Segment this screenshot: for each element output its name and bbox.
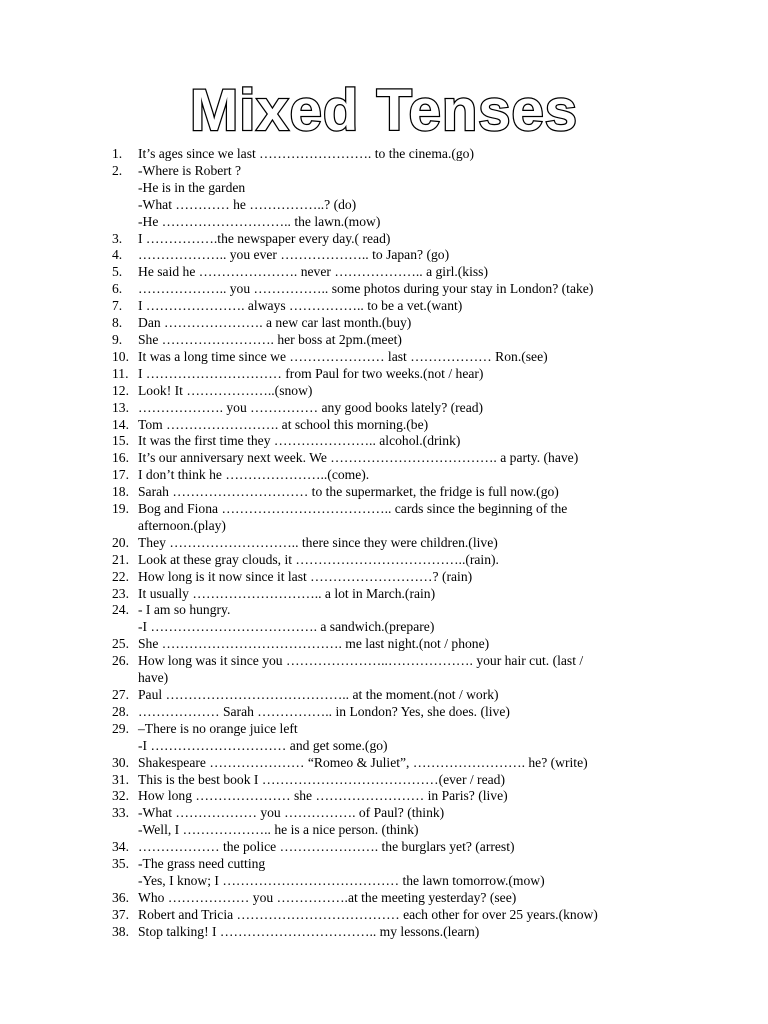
exercise-number: 32. [112,788,129,804]
exercise-line: Shakespeare ………………… “Romeo & Juliet”, ……………………. he? (write) [138,754,588,770]
exercise-item [112,349,672,366]
worksheet-title: Mixed Tenses [189,78,579,143]
exercise-line: Stop talking! I …………………………….. my lessons.(learn) [138,923,480,939]
exercise-text [138,552,672,569]
exercise-item [112,704,672,721]
exercise-number: 1. [112,146,123,161]
exercise-number: 38. [112,923,129,939]
exercise-text [138,349,672,366]
exercise-number: 7. [112,298,123,314]
exercise-item [112,146,672,163]
exercise-line: They ……………………….. there since they were children.(live) [138,534,498,550]
exercise-line: afternoon.(play) [138,517,226,533]
exercise-number: 35. [112,856,129,872]
exercise-line: - I am so hungry. [138,602,231,618]
exercise-item [112,417,672,434]
exercise-number: 11. [112,365,129,381]
exercise-number: 25. [112,636,129,652]
exercise-number: 2. [112,162,123,178]
exercise-line: It’s our anniversary next week. We ………………………………. a party. (have) [138,450,579,466]
exercise-number: 19. [112,501,129,517]
exercise-item [112,772,672,789]
exercise-line: ……………… the police …………………. the burglars yet? (arrest) [138,839,515,855]
exercise-item [112,839,672,856]
exercise-item [112,484,672,501]
exercise-text [138,417,672,434]
exercise-line: have) [138,670,169,686]
exercise-number: 12. [112,382,129,398]
exercise-text [138,298,672,315]
exercise-number: 18. [112,484,129,500]
exercise-number: 29. [112,720,129,736]
exercise-text [138,839,672,856]
exercise-text [138,569,672,586]
exercise-number: 13. [112,399,129,415]
exercise-line: He said he …………………. never ……………….. a girl.(kiss) [138,264,488,280]
exercise-line: -I ………………………… and get some.(go) [138,737,388,753]
exercise-line: I ………………………… from Paul for two weeks.(not / hear) [138,365,484,381]
exercise-item [112,400,672,417]
exercise-item [112,569,672,586]
exercise-text [138,264,672,281]
exercise-item [112,586,672,603]
exercise-item [112,636,672,653]
exercise-line: Look at these gray clouds, it ………………………………..(rain). [138,551,499,567]
exercise-line: This is the best book I …………………………………(ever / read) [138,771,505,787]
exercise-item [112,721,672,755]
exercise-item [112,535,672,552]
exercise-text [138,924,672,941]
exercise-line: Dan …………………. a new car last month.(buy) [138,315,412,331]
exercise-line: -I ………………………………. a sandwich.(prepare) [138,619,435,635]
exercise-line: Who ……………… you …………….at the meeting yesterday? (see) [138,889,517,905]
exercise-text [138,366,672,383]
exercise-line: How long ………………… she …………………… in Paris? (live) [138,788,508,804]
exercise-text [138,484,672,501]
exercise-item [112,501,672,535]
exercise-line: ………………. you …………… any good books lately? (read) [138,399,484,415]
exercise-item [112,467,672,484]
exercise-text [138,535,672,552]
exercise-text [138,687,672,704]
exercise-number: 9. [112,331,123,347]
exercise-number: 27. [112,687,129,702]
exercise-text [138,721,672,755]
exercise-text [138,602,672,636]
exercise-item [112,890,672,907]
exercise-line: -Yes, I know; I ………………………………… the lawn tomorrow.(mow) [138,872,545,888]
exercise-item [112,856,672,890]
exercise-item [112,433,672,450]
exercise-line: How long was it since you …………………..………………. your hair cut. (last / [138,653,584,669]
exercise-item [112,687,672,704]
exercise-text [138,467,672,484]
exercise-line: It usually ……………………….. a lot in March.(rain) [138,585,436,601]
exercise-text [138,890,672,907]
exercise-text [138,400,672,417]
exercise-number: 23. [112,585,129,601]
exercise-item [112,315,672,332]
exercise-text [138,433,672,450]
exercise-line: -What ……………… you ……………. of Paul? (think) [138,805,445,821]
exercise-number: 16. [112,450,129,466]
exercise-line: I …………………. always …………….. to be a vet.(want) [138,298,463,314]
exercise-line: Look! It ………………..(snow) [138,382,313,398]
exercise-text [138,586,672,603]
exercise-number: 36. [112,889,129,905]
exercise-list [112,146,672,941]
exercise-text [138,231,672,248]
exercise-item [112,281,672,298]
exercise-line: –There is no orange juice left [138,720,298,736]
exercise-number: 5. [112,264,123,280]
exercise-item [112,231,672,248]
exercise-line: She ……………………. her boss at 2pm.(meet) [138,331,402,347]
exercise-number: 21. [112,551,129,567]
exercise-item [112,924,672,941]
exercise-line: Paul ………………………………….. at the moment.(not / work) [138,687,499,702]
exercise-line: -Well, I ……………….. he is a nice person. (think) [138,822,419,838]
exercise-number: 26. [112,653,129,669]
exercise-number: 28. [112,703,129,719]
exercise-line: Sarah ………………………… to the supermarket, the fridge is full now.(go) [138,484,559,500]
exercise-number: 33. [112,805,129,821]
exercise-number: 15. [112,433,129,449]
exercise-text [138,450,672,467]
exercise-text [138,383,672,400]
exercise-number: 30. [112,754,129,770]
exercise-line: It was a long time since we ………………… last ……………… Ron.(see) [138,348,548,364]
exercise-line: It’s ages since we last ……………………. to the cinema.(go) [138,146,474,161]
exercise-line: I …………….the newspaper every day.( read) [138,230,391,246]
exercise-number: 8. [112,315,123,331]
exercise-line: ……………… Sarah …………….. in London? Yes, she does. (live) [138,703,510,719]
exercise-text [138,636,672,653]
exercise-line: It was the first time they ………………….. alcohol.(drink) [138,433,461,449]
exercise-item [112,383,672,400]
exercise-text [138,315,672,332]
exercise-line: How long is it now since it last ………………………? (rain) [138,568,473,584]
exercise-line: -Where is Robert ? [138,162,242,178]
exercise-line: -He ……………………….. the lawn.(mow) [138,213,381,229]
exercise-line: Tom ……………………. at school this morning.(be) [138,416,429,432]
exercise-number: 14. [112,416,129,432]
exercise-item [112,602,672,636]
exercise-text [138,856,672,890]
exercise-number: 10. [112,348,129,364]
exercise-line: She …………………………………. me last night.(not / phone) [138,636,490,652]
exercise-number: 31. [112,771,129,787]
exercise-line: ……………….. you ever ……………….. to Japan? (go) [138,247,450,263]
exercise-text [138,755,672,772]
exercise-number: 20. [112,534,129,550]
exercise-item [112,366,672,383]
exercise-text [138,805,672,839]
exercise-number: 17. [112,467,129,483]
exercise-number: 22. [112,568,129,584]
exercise-number: 4. [112,247,123,263]
exercise-text [138,788,672,805]
exercise-line: -What ………… he ……………..? (do) [138,196,357,212]
exercise-number: 3. [112,230,123,246]
exercise-text [138,332,672,349]
exercise-line: -The grass need cutting [138,856,266,872]
exercise-item [112,788,672,805]
exercise-item [112,450,672,467]
exercise-text [138,146,672,163]
exercise-item [112,653,672,687]
exercise-item [112,247,672,264]
exercise-item [112,552,672,569]
exercise-item [112,163,672,231]
exercise-text [138,247,672,264]
exercise-number: 37. [112,906,129,922]
exercise-line: ……………….. you …………….. some photos during your stay in London? (take) [138,281,594,297]
exercise-text [138,653,672,687]
exercise-item [112,298,672,315]
exercise-item [112,907,672,924]
exercise-number: 34. [112,839,129,855]
exercise-number: 6. [112,281,123,297]
exercise-line: -He is in the garden [138,179,246,195]
exercise-text [138,704,672,721]
exercise-text [138,907,672,924]
exercise-item [112,805,672,839]
exercise-number: 24. [112,602,129,618]
exercise-line: I don’t think he …………………..(come). [138,467,370,483]
exercise-text [138,772,672,789]
exercise-item [112,755,672,772]
exercise-line: Robert and Tricia ……………………………… each other for over 25 years.(know) [138,906,598,922]
exercise-text [138,501,672,535]
exercise-item [112,264,672,281]
exercise-text [138,163,672,231]
exercise-line: Bog and Fiona ……………………………….. cards since the beginning of the [138,501,568,517]
exercise-item [112,332,672,349]
exercise-text [138,281,672,298]
